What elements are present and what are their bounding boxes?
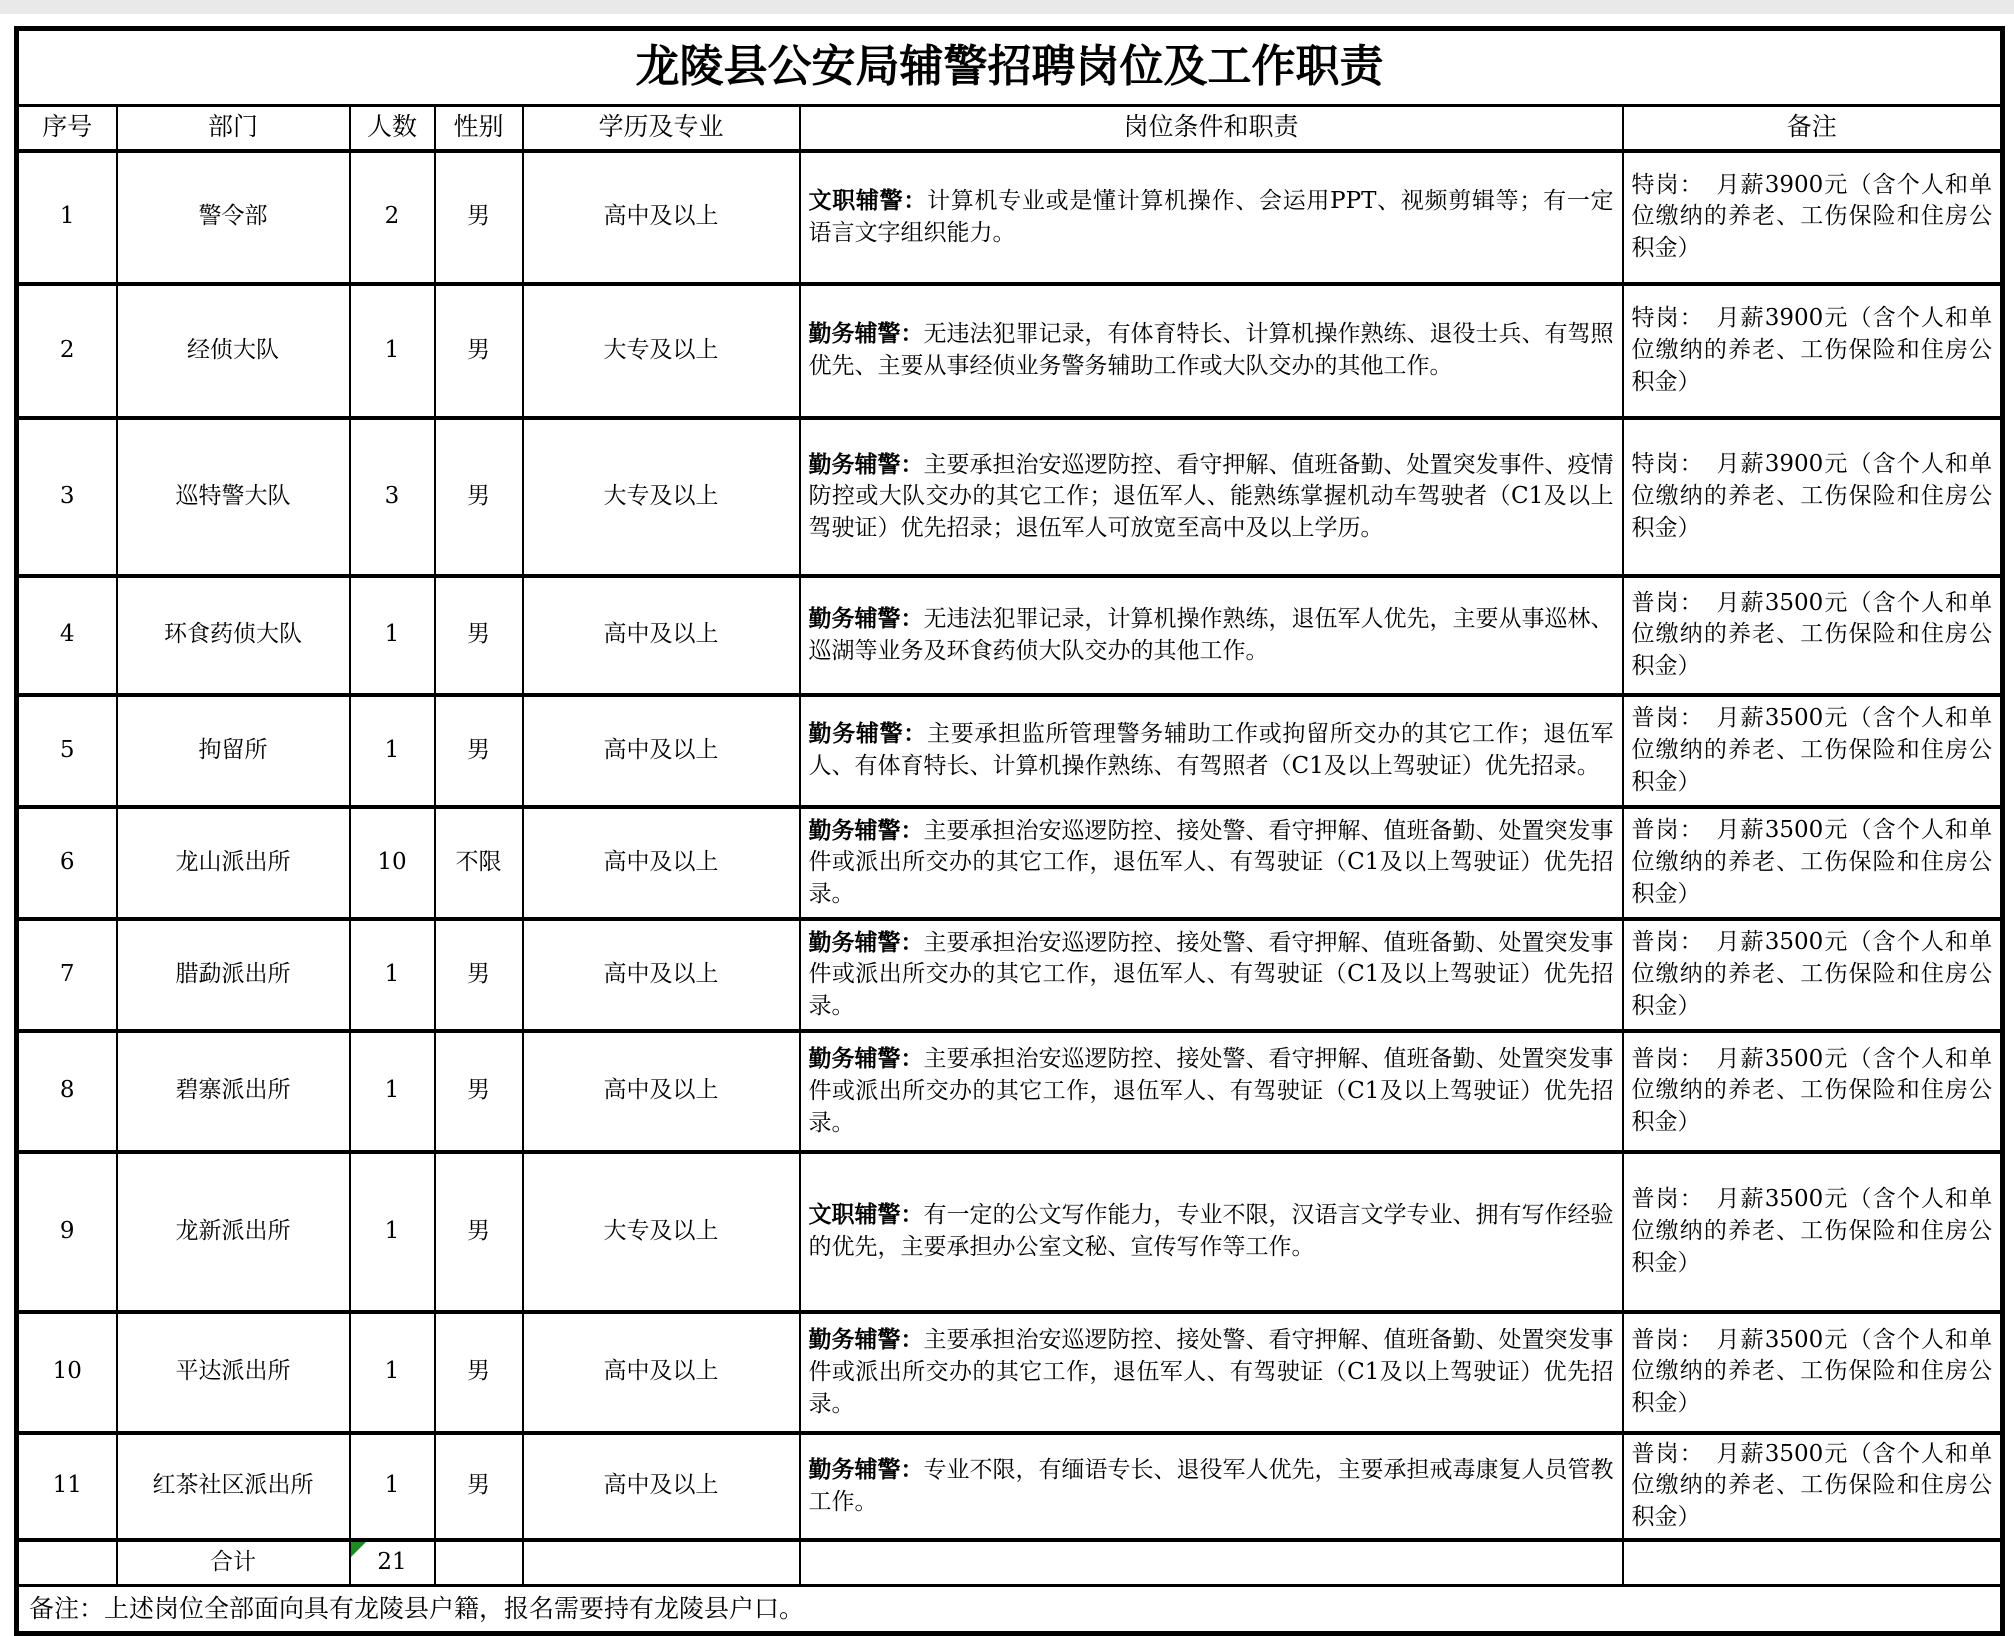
cell-dept: 碧寨派出所 (117, 1031, 350, 1152)
duty-description: 主要承担治安巡逻防控、看守押解、值班备勤、处置突发事件、疫情防控或大队交办的其它工作；退伍军人、能熟练掌握机动车驾驶者（C1及以上驾驶证）优先招录；退伍军人可放宽至高中及以上学历。 (808, 451, 1614, 542)
cell-gender: 男 (435, 1312, 523, 1433)
cell-education: 高中及以上 (523, 1312, 800, 1433)
cell-dept: 龙山派出所 (117, 807, 350, 919)
column-header-count: 人数 (350, 105, 435, 151)
cell-duty (800, 695, 1623, 807)
column-header-duty: 岗位条件和职责 (800, 105, 1623, 151)
duty-type-label: 勤务辅警： (808, 320, 924, 348)
table-row (17, 151, 2003, 284)
duty-description: 主要承担治安巡逻防控、接处警、看守押解、值班备勤、处置突发事件或派出所交办的其它工作，退伍军人、有驾驶证（C1及以上驾驶证）优先招录。 (808, 929, 1614, 1020)
cell-seq: 2 (17, 284, 117, 418)
cell-count: 1 (350, 576, 435, 695)
cell-education: 大专及以上 (523, 284, 800, 418)
cell-duty (800, 151, 1623, 284)
cell-remark: 普岗： 月薪3500元（含个人和单位缴纳的养老、工伤保险和住房公积金） (1623, 919, 2003, 1031)
cell-remark: 特岗： 月薪3900元（含个人和单位缴纳的养老、工伤保险和住房公积金） (1623, 418, 2003, 576)
cell-remark: 普岗： 月薪3500元（含个人和单位缴纳的养老、工伤保险和住房公积金） (1623, 695, 2003, 807)
cell-dept: 红茶社区派出所 (117, 1433, 350, 1540)
cell-dept: 腊勐派出所 (117, 919, 350, 1031)
footnote-row (17, 1585, 2003, 1633)
cell-education: 高中及以上 (523, 1433, 800, 1540)
total-row (17, 1540, 2003, 1586)
page-title: 龙陵县公安局辅警招聘岗位及工作职责 (17, 29, 2003, 106)
table-row (17, 1152, 2003, 1312)
cell-duty (800, 1433, 1623, 1540)
cell-dept: 平达派出所 (117, 1312, 350, 1433)
table-row (17, 1031, 2003, 1152)
table-row (17, 1433, 2003, 1540)
duty-type-label: 勤务辅警： (808, 1045, 924, 1073)
duty-type-label: 勤务辅警： (808, 816, 924, 844)
cell-seq: 8 (17, 1031, 117, 1152)
column-header-dept: 部门 (117, 105, 350, 151)
cell-education: 高中及以上 (523, 576, 800, 695)
cell-education: 大专及以上 (523, 418, 800, 576)
cell-seq: 11 (17, 1433, 117, 1540)
duty-description: 无违法犯罪记录，计算机操作熟练，退伍军人优先，主要从事巡林、巡湖等业务及环食药侦大队交办的其他工作。 (808, 605, 1614, 664)
cell-count: 1 (350, 919, 435, 1031)
duty-description: 计算机专业或是懂计算机操作、会运用PPT、视频剪辑等；有一定语言文字组织能力。 (808, 187, 1614, 246)
cell-gender: 男 (435, 1152, 523, 1312)
duty-type-label: 勤务辅警： (808, 1326, 924, 1354)
cell-remark: 特岗： 月薪3900元（含个人和单位缴纳的养老、工伤保险和住房公积金） (1623, 284, 2003, 418)
header-row (17, 105, 2003, 151)
empty-cell (435, 1540, 523, 1586)
cell-gender: 男 (435, 1433, 523, 1540)
cell-gender: 男 (435, 695, 523, 807)
cell-duty (800, 1152, 1623, 1312)
duty-description: 专业不限，有缅语专长、退役军人优先，主要承担戒毒康复人员管教工作。 (808, 1457, 1614, 1515)
cell-remark: 普岗： 月薪3500元（含个人和单位缴纳的养老、工伤保险和住房公积金） (1623, 1031, 2003, 1152)
cell-seq: 4 (17, 576, 117, 695)
duty-description: 主要承担治安巡逻防控、接处警、看守押解、值班备勤、处置突发事件或派出所交办的其它工作，退伍军人、有驾驶证（C1及以上驾驶证）优先招录。 (808, 1046, 1614, 1136)
cell-count: 3 (350, 418, 435, 576)
recruitment-table (14, 26, 2005, 1636)
cell-remark: 特岗： 月薪3900元（含个人和单位缴纳的养老、工伤保险和住房公积金） (1623, 151, 2003, 284)
cell-gender: 男 (435, 1031, 523, 1152)
total-count-value: 21 (377, 1549, 407, 1576)
cell-count: 1 (350, 1312, 435, 1433)
table-row (17, 576, 2003, 695)
column-header-gender: 性别 (435, 105, 523, 151)
cell-duty (800, 418, 1623, 576)
cell-education: 大专及以上 (523, 1152, 800, 1312)
empty-cell (1623, 1540, 2003, 1586)
cell-count: 1 (350, 695, 435, 807)
cell-education: 高中及以上 (523, 695, 800, 807)
duty-description: 无违法犯罪记录，有体育特长、计算机操作熟练、退役士兵、有驾照优先、主要从事经侦业务警务辅助工作或大队交办的其他工作。 (808, 321, 1614, 380)
cell-seq: 5 (17, 695, 117, 807)
cell-remark: 普岗： 月薪3500元（含个人和单位缴纳的养老、工伤保险和住房公积金） (1623, 1433, 2003, 1540)
footnote-text: 备注：上述岗位全部面向具有龙陵县户籍，报名需要持有龙陵县户口。 (17, 1585, 2003, 1633)
duty-type-label: 勤务辅警： (808, 720, 927, 748)
cell-seq: 10 (17, 1312, 117, 1433)
empty-cell (523, 1540, 800, 1586)
cell-count: 2 (350, 151, 435, 284)
duty-type-label: 勤务辅警： (808, 604, 924, 632)
cell-dept: 巡特警大队 (117, 418, 350, 576)
table-row (17, 919, 2003, 1031)
cell-dept: 警令部 (117, 151, 350, 284)
cell-remark: 普岗： 月薪3500元（含个人和单位缴纳的养老、工伤保险和住房公积金） (1623, 1312, 2003, 1433)
total-label-cell: 合计 (117, 1540, 350, 1586)
duty-type-label: 勤务辅警： (808, 1456, 924, 1484)
table-row (17, 695, 2003, 807)
cell-count: 1 (350, 1152, 435, 1312)
cell-count: 1 (350, 1031, 435, 1152)
empty-cell (17, 1540, 117, 1586)
title-row (17, 29, 2003, 106)
cell-duty (800, 284, 1623, 418)
cell-education: 高中及以上 (523, 1031, 800, 1152)
table-row (17, 418, 2003, 576)
total-count-cell (350, 1540, 435, 1586)
table-row (17, 284, 2003, 418)
table-body (17, 151, 2003, 1540)
table-row (17, 807, 2003, 919)
cell-gender: 男 (435, 576, 523, 695)
column-header-seq: 序号 (17, 105, 117, 151)
cell-count: 1 (350, 1433, 435, 1540)
cell-count: 1 (350, 284, 435, 418)
duty-description: 主要承担监所管理警务辅助工作或拘留所交办的其它工作；退伍军人、有体育特长、计算机操作熟练、有驾照者（C1及以上驾驶证）优先招录。 (808, 721, 1614, 780)
cell-gender: 男 (435, 919, 523, 1031)
window-top-strip (0, 0, 2014, 14)
duty-type-label: 勤务辅警： (808, 450, 924, 478)
cell-remark: 普岗： 月薪3500元（含个人和单位缴纳的养老、工伤保险和住房公积金） (1623, 576, 2003, 695)
table-row (17, 1312, 2003, 1433)
cell-dept: 环食药侦大队 (117, 576, 350, 695)
green-triangle-icon (351, 1542, 366, 1557)
cell-seq: 7 (17, 919, 117, 1031)
cell-education: 高中及以上 (523, 807, 800, 919)
cell-education: 高中及以上 (523, 151, 800, 284)
cell-gender: 不限 (435, 807, 523, 919)
cell-gender: 男 (435, 151, 523, 284)
cell-duty (800, 919, 1623, 1031)
cell-duty (800, 1312, 1623, 1433)
column-header-education: 学历及专业 (523, 105, 800, 151)
cell-seq: 9 (17, 1152, 117, 1312)
duty-type-label: 文职辅警： (808, 1201, 924, 1229)
duty-type-label: 勤务辅警： (808, 928, 924, 956)
cell-duty (800, 1031, 1623, 1152)
cell-count: 10 (350, 807, 435, 919)
duty-type-label: 文职辅警： (808, 186, 928, 214)
duty-description: 主要承担治安巡逻防控、接处警、看守押解、值班备勤、处置突发事件或派出所交办的其它工作，退伍军人、有驾驶证（C1及以上驾驶证）优先招录。 (808, 1327, 1614, 1417)
cell-remark: 普岗： 月薪3500元（含个人和单位缴纳的养老、工伤保险和住房公积金） (1623, 1152, 2003, 1312)
cell-seq: 1 (17, 151, 117, 284)
cell-dept: 拘留所 (117, 695, 350, 807)
empty-cell (800, 1540, 1623, 1586)
cell-duty (800, 576, 1623, 695)
cell-dept: 经侦大队 (117, 284, 350, 418)
duty-description: 主要承担治安巡逻防控、接处警、看守押解、值班备勤、处置突发事件或派出所交办的其它工作，退伍军人、有驾驶证（C1及以上驾驶证）优先招录。 (808, 817, 1614, 908)
cell-gender: 男 (435, 418, 523, 576)
cell-seq: 3 (17, 418, 117, 576)
cell-gender: 男 (435, 284, 523, 418)
duty-description: 有一定的公文写作能力，专业不限，汉语言文学专业、拥有写作经验的优先，主要承担办公室文秘、宣传写作等工作。 (808, 1202, 1614, 1261)
cell-education: 高中及以上 (523, 919, 800, 1031)
cell-remark: 普岗： 月薪3500元（含个人和单位缴纳的养老、工伤保险和住房公积金） (1623, 807, 2003, 919)
cell-duty (800, 807, 1623, 919)
cell-dept: 龙新派出所 (117, 1152, 350, 1312)
cell-seq: 6 (17, 807, 117, 919)
column-header-remark: 备注 (1623, 105, 2003, 151)
